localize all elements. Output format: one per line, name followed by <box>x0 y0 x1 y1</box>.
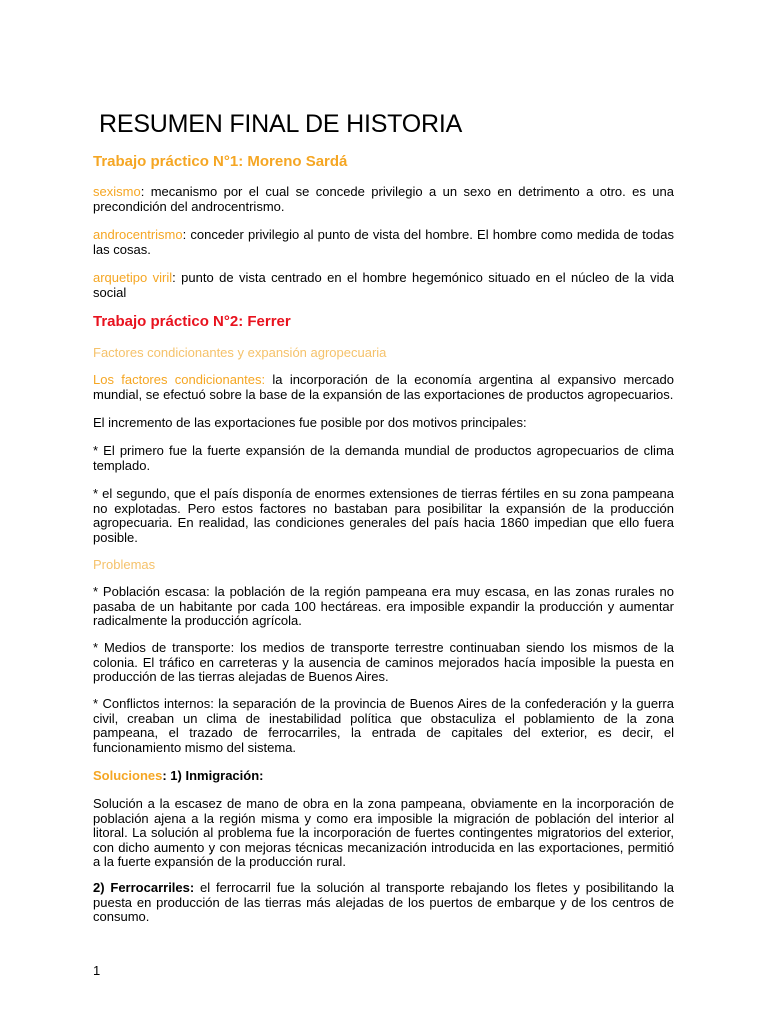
paragraph-primero: * El primero fue la fuerte expansión de la demanda mundial de productos agropecuarios de clima templado. <box>93 443 674 473</box>
term-sexismo: sexismo <box>93 184 141 199</box>
problemas-label: Problemas <box>93 557 156 572</box>
term-soluciones: Soluciones <box>93 768 163 783</box>
definition-arquetipo-viril: arquetipo viril: punto de vista centrado en el hombre hegemónico situado en el núcleo de la vida social <box>93 270 674 300</box>
paragraph-factores: Los factores condicionantes: la incorporación de la economía argentina al expansivo mercado mundial, se efectuó sobre la base de la expansión de las exportaciones de productos agropecuarios. <box>93 372 674 402</box>
definition-androcentrismo: androcentrismo: conceder privilegio al punto de vista del hombre. El hombre como medida de todas las cosas. <box>93 227 674 257</box>
tp2-subtitle: Factores condicionantes y expansión agropecuaria <box>93 345 387 360</box>
paragraph-incremento: El incremento de las exportaciones fue posible por dos motivos principales: <box>93 415 527 430</box>
definition-sexismo: sexismo: mecanismo por el cual se concede privilegio a un sexo en detrimento a otro. es una precondición del androcentrismo. <box>93 184 674 214</box>
tp2-heading: Trabajo práctico N°2: Ferrer <box>93 313 291 330</box>
term-factores: Los factores condicionantes: <box>93 372 266 387</box>
soluciones-heading: Soluciones: 1) Inmigración: <box>93 768 264 783</box>
paragraph-transporte: * Medios de transporte: los medios de transporte terrestre continuaban siendo los mismos de la colonia. El tráfico en carreteras y la ausencia de caminos mejorados hacía imposible la puesta en producción de las tierras alejadas de Buenos Aires. <box>93 640 674 684</box>
tp1-heading: Trabajo práctico N°1: Moreno Sardá <box>93 153 348 170</box>
term-arquetipo-viril: arquetipo viril <box>93 270 173 285</box>
paragraph-poblacion: * Población escasa: la población de la región pampeana era muy escasa, en las zonas rurales no pasaba de un habitante por cada 100 hectáreas. era imposible expandir la producción y aumentar radicalmente la producción agrícola. <box>93 584 674 628</box>
paragraph-ferrocarriles: 2) Ferrocarriles: el ferrocarril fue la solución al transporte rebajando los fletes y posibilitando la puesta en producción de las tierras más alejadas de los puertos de embarque y de los centros de consumo. <box>93 880 674 924</box>
page-number: 1 <box>93 963 101 978</box>
term-androcentrismo: androcentrismo <box>93 227 183 242</box>
ferrocarriles-label: 2) Ferrocarriles: <box>93 880 195 895</box>
paragraph-inmigracion: Solución a la escasez de mano de obra en la zona pampeana, obviamente en la incorporación de población ajena a la región misma y como era imposible la migración de población del interior al litoral. La solución al problema fue la incorporación de fuertes contingentes migratorios del exterior, con dicho aumento y con mejoras técnicas mecanización introducida en las exportaciones, permitió a la fuerte expansión de la producción rural. <box>93 796 674 869</box>
page-title: RESUMEN FINAL DE HISTORIA <box>99 110 463 138</box>
paragraph-segundo: * el segundo, que el país disponía de enormes extensiones de tierras fértiles en su zona pampeana no explotadas. Pero estos factores no bastaban para posibilitar la expansión de la producción agropecuaria. En realidad, las condiciones generales del país hacia 1860 impedian que ello fuera posible. <box>93 486 674 545</box>
paragraph-conflictos: * Conflictos internos: la separación de la provincia de Buenos Aires de la confederación y la guerra civil, creaban un clima de inestabilidad política que obstaculiza el poblamiento de la zona pampeana, el trazado de ferrocarriles, la entrada de capitales del exterior, es decir, el funcionamiento mismo del sistema. <box>93 696 674 755</box>
